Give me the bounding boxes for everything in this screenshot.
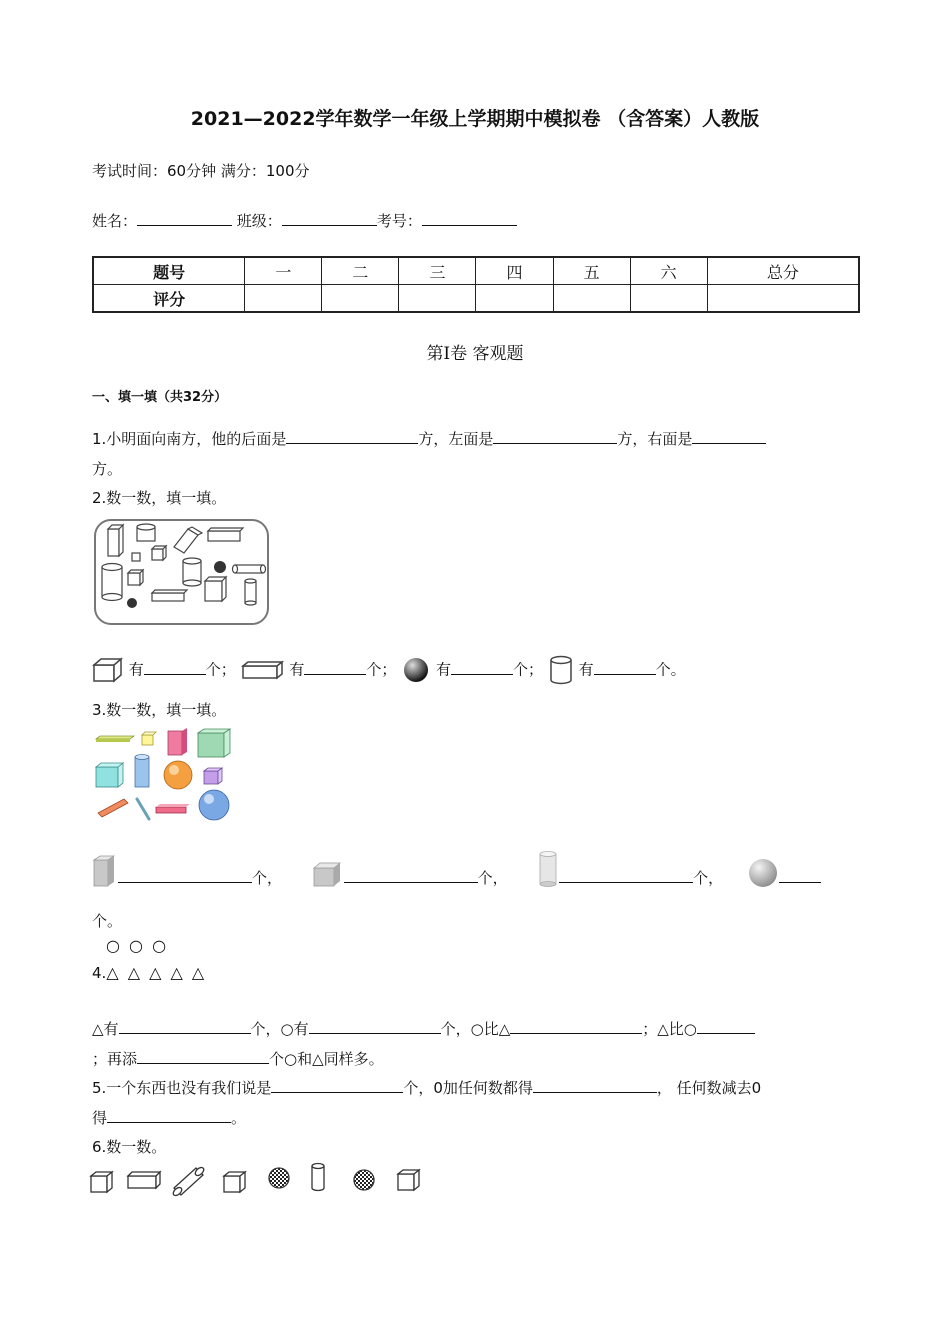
- q6-cuboid: [128, 1172, 160, 1188]
- q4-blank-add[interactable]: [137, 1049, 269, 1064]
- table-header-cell: 题号: [93, 257, 245, 285]
- q6-shapes-row: [88, 1158, 428, 1198]
- q4-triangles-row: △ △ △ △ △: [106, 963, 207, 982]
- q2-blank-sphere[interactable]: [451, 660, 513, 675]
- q3-prompt: 3.数一数，填一填。: [92, 701, 227, 719]
- q5-text-e: 。: [231, 1109, 247, 1127]
- q6-cube-1: [91, 1172, 112, 1192]
- q3-ge-3: 个，: [693, 869, 724, 887]
- class-label: 班级：: [236, 212, 282, 230]
- q4-line1: [92, 1018, 755, 1039]
- score-row-label: 评分: [93, 285, 245, 313]
- q2-blank-cube[interactable]: [144, 660, 206, 675]
- score-cell[interactable]: [322, 285, 399, 313]
- q1-text-a: 1.小明面向南方，他的后面是: [92, 430, 287, 448]
- q2-shapes-figure: [92, 517, 272, 627]
- score-cell[interactable]: [707, 285, 859, 313]
- q2-ge-1: 个；: [205, 660, 236, 679]
- q1-line1: [92, 428, 766, 449]
- cube-icon: [92, 657, 124, 683]
- q4-triangles-line: [92, 963, 206, 982]
- part1-heading: 一、填一填（共32分）: [92, 390, 228, 405]
- name-label: 姓名：: [92, 212, 138, 230]
- q2-you-4: 有: [578, 660, 594, 679]
- score-cell[interactable]: [553, 285, 630, 313]
- q2-you-1: 有: [128, 660, 144, 679]
- q4-number: 4.: [92, 964, 107, 982]
- page-title: 2021—2022学年数学一年级上学期期中模拟卷 （含答案）人教版: [190, 108, 760, 130]
- score-cell[interactable]: [399, 285, 476, 313]
- q5-text-b: 个，0加任何数都得: [403, 1079, 533, 1097]
- q4-text-c: 个，○比△: [440, 1020, 511, 1038]
- number-label: 考号：: [376, 212, 422, 230]
- table-header-cell: 六: [630, 257, 707, 285]
- q6-sphere-2: [354, 1170, 374, 1190]
- q6-cylinder: [312, 1164, 324, 1191]
- q3-blank-cube[interactable]: [344, 868, 478, 883]
- q4-blank-triangles[interactable]: [119, 1019, 251, 1034]
- q3-answer-line: [92, 850, 821, 888]
- q1-blank-left[interactable]: [493, 429, 617, 444]
- q5-text-c: ， 任何数减去0: [656, 1079, 762, 1097]
- q5-text-a: 5.一个东西也没有我们说是: [92, 1079, 272, 1097]
- q2-you-3: 有: [435, 660, 451, 679]
- q6-tilted-cylinder: [172, 1166, 205, 1197]
- table-header-cell: 二: [322, 257, 399, 285]
- sphere-gray-icon: [747, 858, 779, 888]
- q6-cube-3: [398, 1170, 419, 1190]
- q2-blank-cuboid[interactable]: [304, 660, 366, 675]
- q6-cube-2: [224, 1172, 245, 1192]
- q4-text-d: ；△比○: [642, 1020, 697, 1038]
- cylinder-icon: [548, 655, 574, 685]
- q5-blank-zero[interactable]: [271, 1078, 403, 1093]
- name-blank[interactable]: [137, 211, 232, 226]
- q4-text-b: 个，○有: [250, 1020, 309, 1038]
- q2-blank-cylinder[interactable]: [594, 660, 656, 675]
- table-header-cell: 总分: [707, 257, 859, 285]
- q1-blank-behind[interactable]: [286, 429, 418, 444]
- q2-prompt: 2.数一数，填一填。: [92, 489, 227, 507]
- q3-blank-tall-cuboid[interactable]: [118, 868, 252, 883]
- student-info-line: [92, 210, 517, 231]
- q5-text-d: 得: [92, 1109, 108, 1127]
- q3-blank-sphere[interactable]: [779, 868, 821, 883]
- sphere-icon: [401, 656, 431, 684]
- q6-prompt: 6.数一数。: [92, 1138, 167, 1156]
- score-table-score-row: [93, 285, 859, 313]
- q3-colored-shapes-figure: [92, 727, 237, 823]
- q4-text-f: 个○和△同样多。: [269, 1050, 384, 1068]
- q5-line1: [92, 1077, 761, 1098]
- q5-blank-minus-zero[interactable]: [107, 1108, 231, 1123]
- number-blank[interactable]: [422, 211, 517, 226]
- q2-answer-line: [92, 655, 686, 685]
- q2-ge-2: 个；: [366, 660, 397, 679]
- exam-info: 考试时间：60分钟 满分：100分: [92, 162, 310, 180]
- q1-line2: 方。: [92, 460, 123, 478]
- q4-line2: [92, 1048, 384, 1069]
- q2-ge-3: 个；: [512, 660, 543, 679]
- q4-circles-row: ○ ○ ○: [106, 936, 169, 955]
- cube-gray-icon: [312, 860, 344, 888]
- score-table-header-row: [93, 257, 859, 285]
- q4-blank-circles[interactable]: [309, 1019, 441, 1034]
- q6-sphere-1: [269, 1168, 289, 1188]
- score-cell[interactable]: [476, 285, 553, 313]
- q5-line2: [92, 1107, 246, 1128]
- q3-ge-2: 个，: [477, 869, 508, 887]
- class-blank[interactable]: [282, 211, 377, 226]
- score-table: [92, 256, 860, 313]
- table-header-cell: 一: [245, 257, 322, 285]
- cuboid-icon: [241, 660, 285, 680]
- table-header-cell: 五: [553, 257, 630, 285]
- q3-blank-cylinder[interactable]: [559, 868, 693, 883]
- table-header-cell: 三: [399, 257, 476, 285]
- q1-text-b: 方，左面是: [418, 430, 494, 448]
- tall-cuboid-icon: [92, 854, 118, 888]
- q2-you-2: 有: [289, 660, 305, 679]
- score-cell[interactable]: [245, 285, 322, 313]
- q4-text-e: ；再添: [92, 1050, 138, 1068]
- q5-blank-add-zero[interactable]: [533, 1078, 657, 1093]
- cylinder-gray-icon: [537, 850, 559, 888]
- q4-blank-triangle-vs-circle[interactable]: [697, 1019, 755, 1034]
- q2-ge-4: 个。: [655, 660, 686, 679]
- section-title: 第Ⅰ卷 客观题: [426, 344, 524, 364]
- score-cell[interactable]: [630, 285, 707, 313]
- q4-text-a: △有: [92, 1020, 119, 1038]
- q1-text-c: 方，右面是: [617, 430, 693, 448]
- q4-blank-circle-vs-triangle[interactable]: [510, 1019, 642, 1034]
- q1-blank-right[interactable]: [692, 429, 766, 444]
- q3-ge-1: 个，: [252, 869, 283, 887]
- table-header-cell: 四: [476, 257, 553, 285]
- q3-ge-end: 个。: [92, 912, 123, 930]
